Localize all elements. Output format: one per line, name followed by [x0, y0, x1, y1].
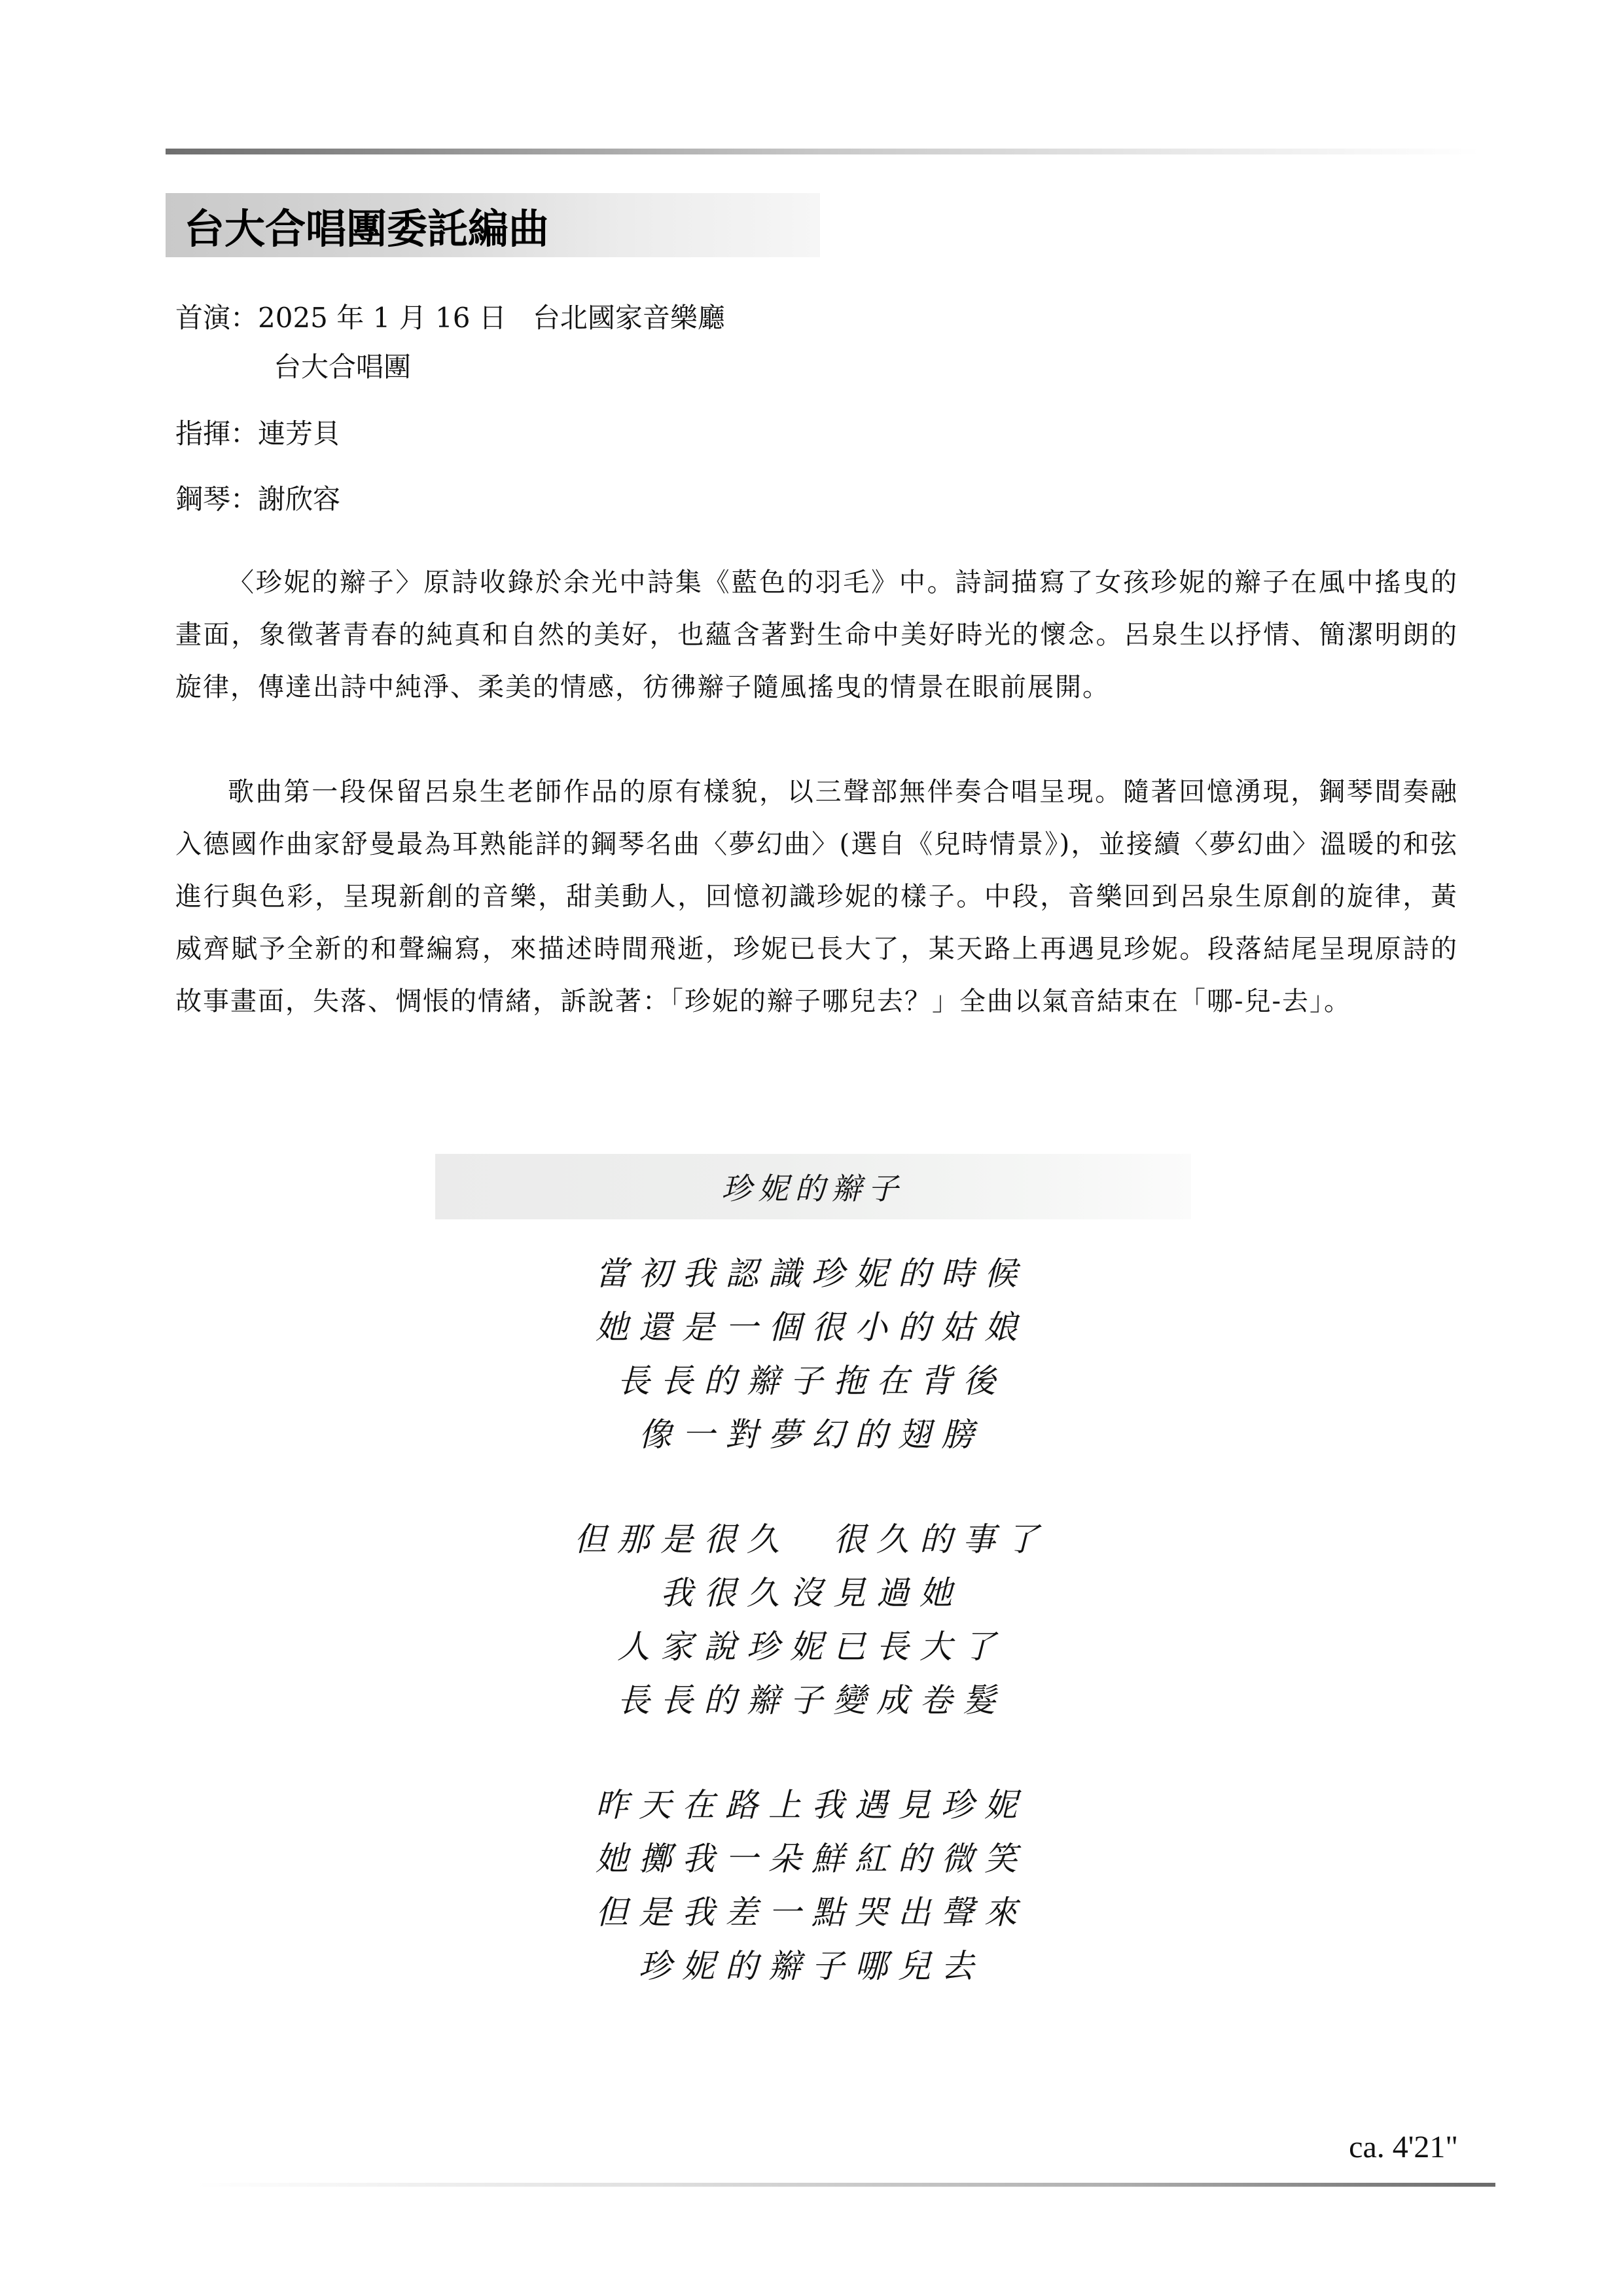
- section-title-banner: [166, 193, 820, 257]
- conductor-name: 連芳貝: [258, 418, 341, 450]
- top-divider-rule: [166, 149, 1481, 154]
- lyric-line: 人家說珍妮已長大了: [617, 1628, 1006, 1666]
- bottom-divider-rule: [196, 2183, 1495, 2187]
- premiere-performer-line: [274, 353, 411, 381]
- lyric-line: 長長的辮子變成卷髮: [617, 1681, 1006, 1719]
- duration-label: ca. 4'21": [1349, 2130, 1458, 2164]
- lyric-line: 但那是很久 很久的事了: [574, 1520, 1049, 1558]
- premiere-date: 2025 年 1 月 16 日: [258, 302, 507, 334]
- lyric-line: 當初我認識珍妮的時候: [596, 1255, 1027, 1293]
- description-paragraph-2: 歌曲第一段保留呂泉生老師作品的原有樣貌，以三聲部無伴奏合唱呈現。隨著回憶湧現，鋼琴間奏融入德國作曲家舒曼最為耳熟能詳的鋼琴名曲〈夢幻曲〉(選自《兒時情景》)，並接續〈夢幻曲〉溫暖的和弦進行與色彩，呈現新創的音樂，甜美動人，回憶初識珍妮的樣子。中段，音樂回到呂泉生原創的旋律，黃威齊賦予全新的和聲編寫，來描述時間飛逝，珍妮已長大了，某天路上再遇見珍妮。段落結尾呈現原詩的故事畫面，失落、惆悵的情緒，訴說著：「珍妮的辮子哪兒去？」全曲以氣音結束在「哪-兒-去」。: [175, 777, 1458, 1016]
- description-paragraph-1: 〈珍妮的辮子〉原詩收錄於余光中詩集《藍色的羽毛》中。詩詞描寫了女孩珍妮的辮子在風中搖曳的畫面，象徵著青春的純真和自然的美好，也蘊含著對生命中美好時光的懷念。呂泉生以抒情、簡潔明朗的旋律，傳達出詩中純淨、柔美的情感，彷彿辮子隨風搖曳的情景在眼前展開。: [175, 567, 1458, 702]
- piano-label: 鋼琴：: [175, 483, 259, 515]
- lyrics-stanza-1: [0, 1247, 1623, 1462]
- lyric-line: 昨天在路上我遇見珍妮: [596, 1786, 1027, 1824]
- section-title: 台大合唱團委託編曲: [184, 204, 550, 253]
- premiere-info: [175, 304, 725, 332]
- conductor-info: [175, 420, 340, 448]
- lyrics-stanza-3: [0, 1778, 1623, 1993]
- piano-name: 謝欣容: [258, 483, 341, 515]
- lyric-line: 她還是一個很小的姑娘: [596, 1308, 1027, 1346]
- conductor-label: 指揮：: [175, 418, 259, 450]
- lyrics-title-banner: [435, 1154, 1191, 1219]
- lyrics-stanza-2: [0, 1513, 1623, 1727]
- piano-info: [175, 483, 341, 515]
- lyric-line: 像一對夢幻的翅膀: [639, 1416, 984, 1454]
- lyric-line: 但是我差一點哭出聲來: [596, 1893, 1027, 1931]
- lyric-line: 我很久沒見過她: [660, 1574, 963, 1612]
- lyrics-block: [0, 1247, 1623, 2044]
- lyric-line: 珍妮的辮子哪兒去: [639, 1947, 984, 1985]
- lyric-line: 長長的辮子拖在背後: [617, 1362, 1006, 1400]
- lyrics-title: 珍妮的辮子: [721, 1171, 905, 1206]
- lyric-line: 她擲我一朵鮮紅的微笑: [596, 1840, 1027, 1878]
- premiere-venue: 台北國家音樂廳: [532, 302, 725, 334]
- premiere-performer: 台大合唱團: [274, 351, 412, 383]
- premiere-label: 首演：: [175, 302, 259, 334]
